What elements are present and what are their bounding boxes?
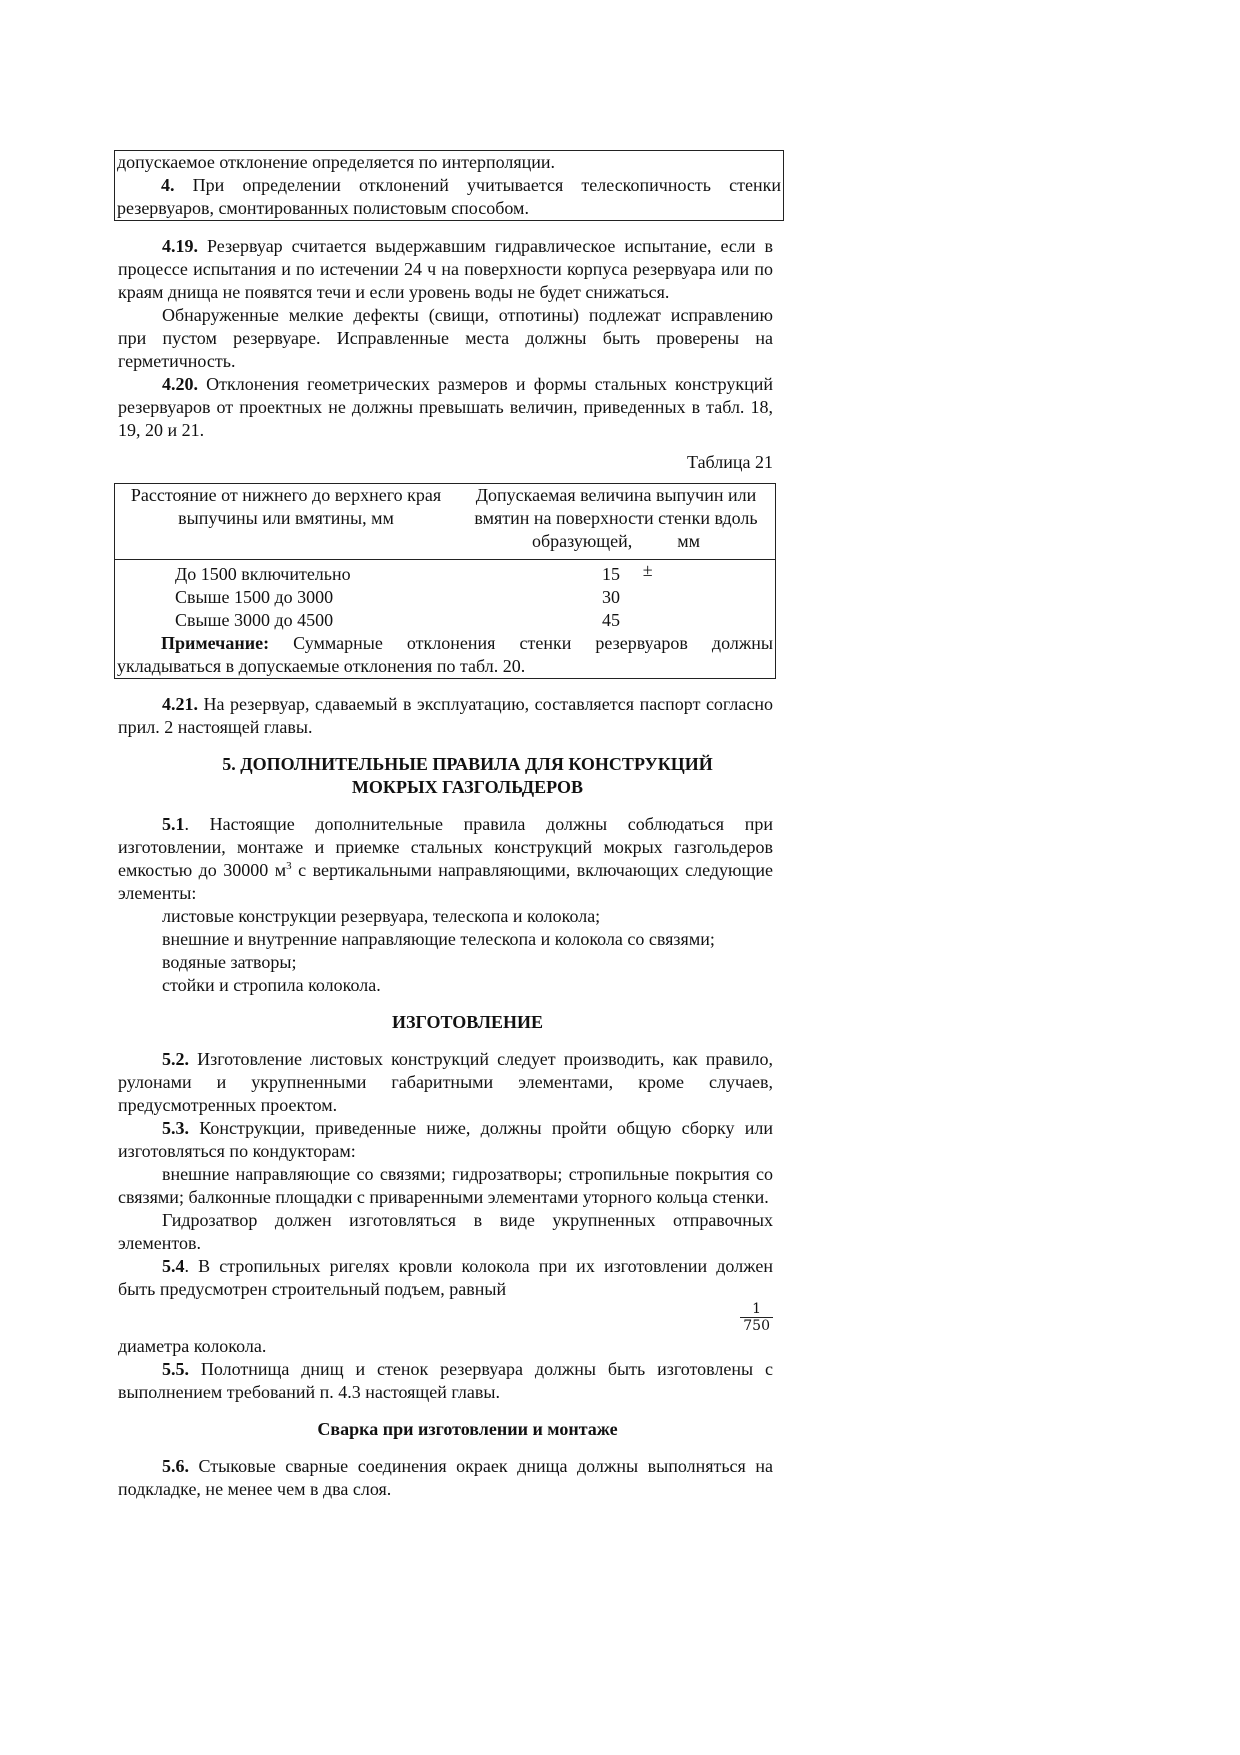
paragraph-text: Резервуар считается выдержавшим гидравлическое испытание, если в процессе испытания и по истечении 24 ч на поверхности корпуса резервуара или по краям днища не появятся течи и если уровень воды не будет снижаться.: [118, 236, 773, 302]
paragraph-5-4: [118, 1255, 773, 1301]
paragraph-text: Отклонения геометрических размеров и формы стальных конструкций резервуаров от проектных не должны превышать величин, приведенных в табл. 18, 19, 20 и 21.: [118, 374, 773, 440]
paragraph-text: Изготовление листовых конструкций следует производить, как правило, рулонами и укрупненными габаритными элементами, кроме случаев, предусмотренных проектом.: [118, 1049, 773, 1115]
table-cell-range: Свыше 3000 до 4500: [115, 609, 458, 632]
paragraph-number: 5.2.: [162, 1049, 189, 1069]
paragraph-number: 4.19.: [162, 236, 198, 256]
paragraph-5-2: [118, 1048, 773, 1117]
note-line: допускаемое отклонение определяется по интерполяции.: [117, 152, 556, 172]
list-item: листовые конструкции резервуара, телескопа и колокола;: [162, 906, 601, 926]
table-cell-value: 15: [457, 560, 776, 587]
list-item: внешние и внутренние направляющие телескопа и колокола со связями;: [162, 929, 715, 949]
superscript: 3: [286, 860, 292, 872]
paragraph-number: 5.6.: [162, 1456, 189, 1476]
paragraph-text: Стыковые сварные соединения окраек днища должны выполняться на подкладке, не менее чем в два слоя.: [118, 1456, 773, 1499]
paragraph-5-1: [118, 813, 773, 905]
paragraph-text: Конструкции, приведенные ниже, должны пройти общую сборку или изготовляться по кондукторам:: [118, 1118, 773, 1161]
paragraph-number: 4.20.: [162, 374, 198, 394]
table-row: [115, 609, 776, 632]
table-row: [115, 560, 776, 587]
paragraph-text: На резервуар, сдаваемый в эксплуатацию, составляется паспорт согласно прил. 2 настоящей главы.: [118, 694, 773, 737]
header-col2-text: Допускаемая величина выпучин или вмятин на поверхности стенки вдоль образующей,: [474, 485, 758, 551]
fraction-numerator: 1: [740, 1301, 773, 1318]
table-row: [115, 586, 776, 609]
paragraph-5-5: [118, 1358, 773, 1404]
note-item-number: 4.: [161, 175, 175, 195]
paragraph-number: 5.5.: [162, 1359, 189, 1379]
table-cell-range: Свыше 1500 до 3000: [115, 586, 458, 609]
list-item: стойки и стропила колокола.: [162, 975, 381, 995]
header-col2-unit: мм: [677, 531, 701, 551]
document-page: [117, 150, 781, 1501]
subsection-title-welding: Сварка при изготовлении и монтаже: [317, 1419, 618, 1439]
paragraph-4-20: [118, 373, 773, 442]
paragraph-text: . В стропильных ригелях кровли колокола при их изготовлении должен быть предусмотрен строительный подъем, равный: [118, 1256, 773, 1299]
paragraph-number: 5.4: [162, 1256, 185, 1276]
paragraph-5-3: [118, 1117, 773, 1163]
paragraph-text-cont: с вертикальными направляющими, включающих следующие элементы:: [118, 860, 773, 903]
continued-notes-box: [114, 150, 784, 221]
table-header-row: [115, 484, 776, 560]
paragraph-text: . Настоящие дополнительные правила должны соблюдаться при изготовлении, монтаже и приемке стальных конструкций мокрых газгольдеров емкостью до 30000 м: [118, 814, 773, 880]
paragraph-5-3-cont: внешние направляющие со связями; гидрозатворы; стропильные покрытия со связями; балконные площадки с приваренными элементами уторного кольца стенки.: [118, 1164, 773, 1207]
paragraph-5-3-cont2: Гидрозатвор должен изготовляться в виде укрупненных отправочных элементов.: [118, 1210, 773, 1253]
list-item: водяные затворы;: [162, 952, 297, 972]
plus-minus-sign: ±: [642, 560, 653, 580]
paragraph-5-4-cont: диаметра колокола.: [118, 1336, 267, 1356]
paragraph-4-19-cont: Обнаруженные мелкие дефекты (свищи, отпотины) подлежат исправлению при пустом резервуаре. Исправленные места должны быть проверены на герметичность.: [118, 305, 773, 371]
section-title-line2: МОКРЫХ ГАЗГОЛЬДЕРОВ: [351, 777, 584, 797]
table-note-row: [115, 632, 776, 679]
paragraph-number: 5.1: [162, 814, 185, 834]
paragraph-5-6: [118, 1455, 773, 1501]
table-header-col1: Расстояние от нижнего до верхнего края выпучины или вмятины, мм: [115, 484, 458, 560]
table-cell-value: 30: [457, 586, 776, 609]
table-note-label: Примечание:: [161, 633, 270, 653]
table-caption: Таблица 21: [687, 452, 773, 472]
section-title-line1: 5. ДОПОЛНИТЕЛЬНЫЕ ПРАВИЛА ДЛЯ КОНСТРУКЦИЙ: [222, 754, 713, 774]
table-cell-range: До 1500 включительно: [115, 560, 458, 587]
paragraph-text: Полотнища днищ и стенок резервуара должны быть изготовлены с выполнением требований п. 4.3 настоящей главы.: [118, 1359, 773, 1402]
fraction-line: [118, 1301, 773, 1335]
paragraph-number: 5.3.: [162, 1118, 189, 1138]
table-note: [115, 632, 776, 679]
paragraph-number: 4.21.: [162, 694, 198, 714]
table-cell-value: 45: [457, 609, 776, 632]
fraction-denominator: 750: [743, 1318, 770, 1334]
paragraph-4-19: [118, 235, 773, 304]
table-21: [114, 483, 776, 679]
subsection-title-manufacture: ИЗГОТОВЛЕНИЕ: [391, 1012, 544, 1032]
table-note-text: Суммарные отклонения стенки резервуаров должны укладываться в допускаемые отклонения по табл. 20.: [117, 633, 773, 676]
paragraph-4-21: [118, 693, 773, 739]
note-item-text: При определении отклонений учитывается телескопичность стенки резервуаров, смонтированных полистовым способом.: [117, 175, 781, 218]
fraction-1-750: [740, 1301, 773, 1334]
note-item-4: [117, 174, 781, 220]
